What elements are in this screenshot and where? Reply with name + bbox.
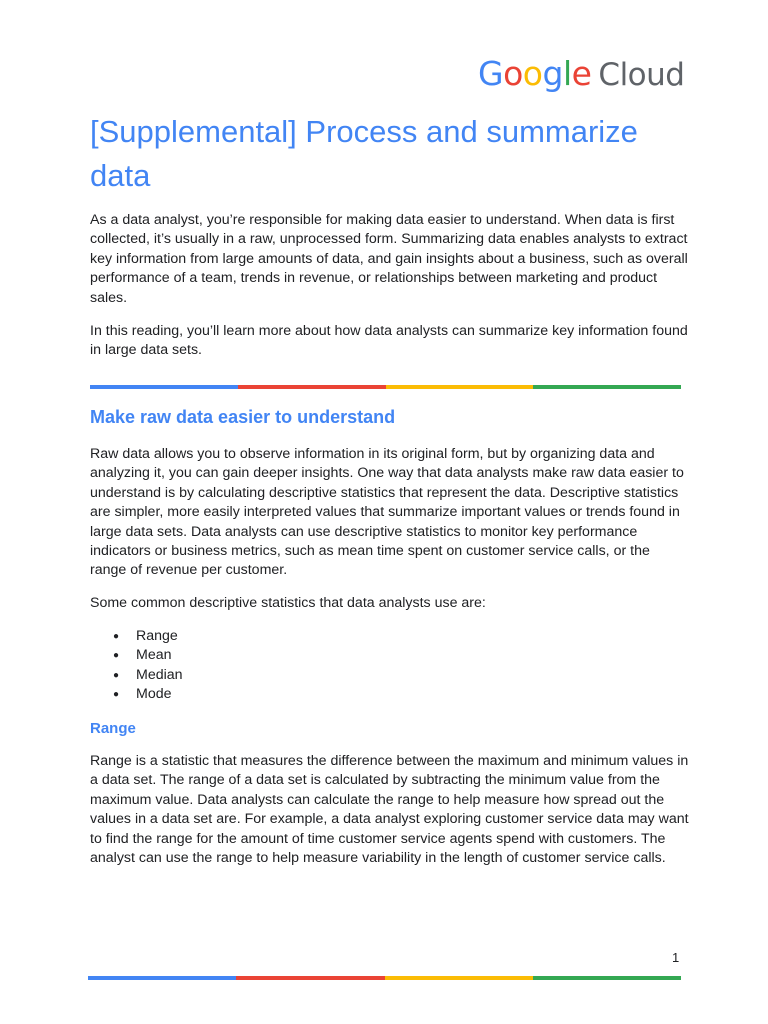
- logo-letter-l: l: [562, 54, 572, 93]
- footer-divider-yellow: [385, 976, 533, 980]
- list-item: ● Median: [90, 666, 183, 685]
- section-heading: Make raw data easier to understand: [90, 407, 396, 427]
- divider-blue: [90, 385, 238, 389]
- logo-letter-o2: o: [522, 54, 543, 93]
- footer-divider: [88, 976, 681, 980]
- section-paragraph-text: Raw data allows you to observe information in its original form, but by organizing data and analyzing it, you can gain deeper insights. One way that data analysts make raw data easier to understand is by calculating descriptive statistics that represent the data. Descriptive statistics are simpler, more easily interpreted values that summarize important values or trends found in large data sets. Data analysts can use descriptive statistics to monitor key performance indicators or business metrics, such as mean time spent on customer service calls, or the range of revenue per customer.: [90, 446, 684, 579]
- statistics-list: [90, 627, 183, 705]
- range-paragraph-text: Range is a statistic that measures the difference between the maximum and minimum values in a data set. The range of a data set is calculated by subtracting the minimum value from the maximum value. Data analysts can calculate the range to help measure how spread out the values in a data set are. For example, a data analyst exploring customer service data may want to find the range for the amount of time customer service agents spend with customers. The analyst can use the range to help measure variability in the length of customer service calls.: [90, 753, 689, 867]
- logo-product-name: Cloud: [598, 57, 685, 93]
- list-item: ● Mode: [90, 685, 183, 704]
- footer-divider-blue: [88, 976, 236, 980]
- logo-letter-g: G: [478, 54, 504, 93]
- list-item: ● Range: [90, 627, 183, 646]
- divider-green: [533, 385, 681, 389]
- list-item: ● Mean: [90, 646, 183, 665]
- page-number: 1: [672, 950, 680, 965]
- footer-divider-green: [533, 976, 681, 980]
- logo-letter-e: e: [571, 54, 592, 93]
- intro-text-2: In this reading, you’ll learn more about how data analysts can summarize key information found in large data sets.: [90, 323, 688, 359]
- logo-letter-g2: g: [542, 54, 563, 93]
- divider-yellow: [386, 385, 534, 389]
- subsection-heading-range: Range: [90, 720, 136, 737]
- list-intro: [90, 594, 690, 613]
- divider-red: [238, 385, 386, 389]
- section-paragraph: [90, 445, 690, 581]
- google-cloud-logo: [478, 54, 684, 93]
- list-intro-text: Some common descriptive statistics that data analysts use are:: [90, 595, 486, 611]
- intro-paragraph-2: [90, 322, 690, 361]
- page-title: [Supplemental] Process and summarize data: [90, 114, 638, 193]
- footer-divider-red: [236, 976, 384, 980]
- logo-letter-o1: o: [503, 54, 523, 93]
- section-divider: [90, 385, 681, 389]
- intro-paragraph-1: [90, 211, 690, 308]
- range-paragraph: [90, 752, 690, 868]
- intro-text-1: As a data analyst, you’re responsible for making data easier to understand. When data is first collected, it’s usually in a raw, unprocessed form. Summarizing data enables analysts to extract key information from large amounts of data, and gain insights about a business, such as overall performance of a team, trends in revenue, or relationships between marketing and product sales.: [90, 212, 688, 306]
